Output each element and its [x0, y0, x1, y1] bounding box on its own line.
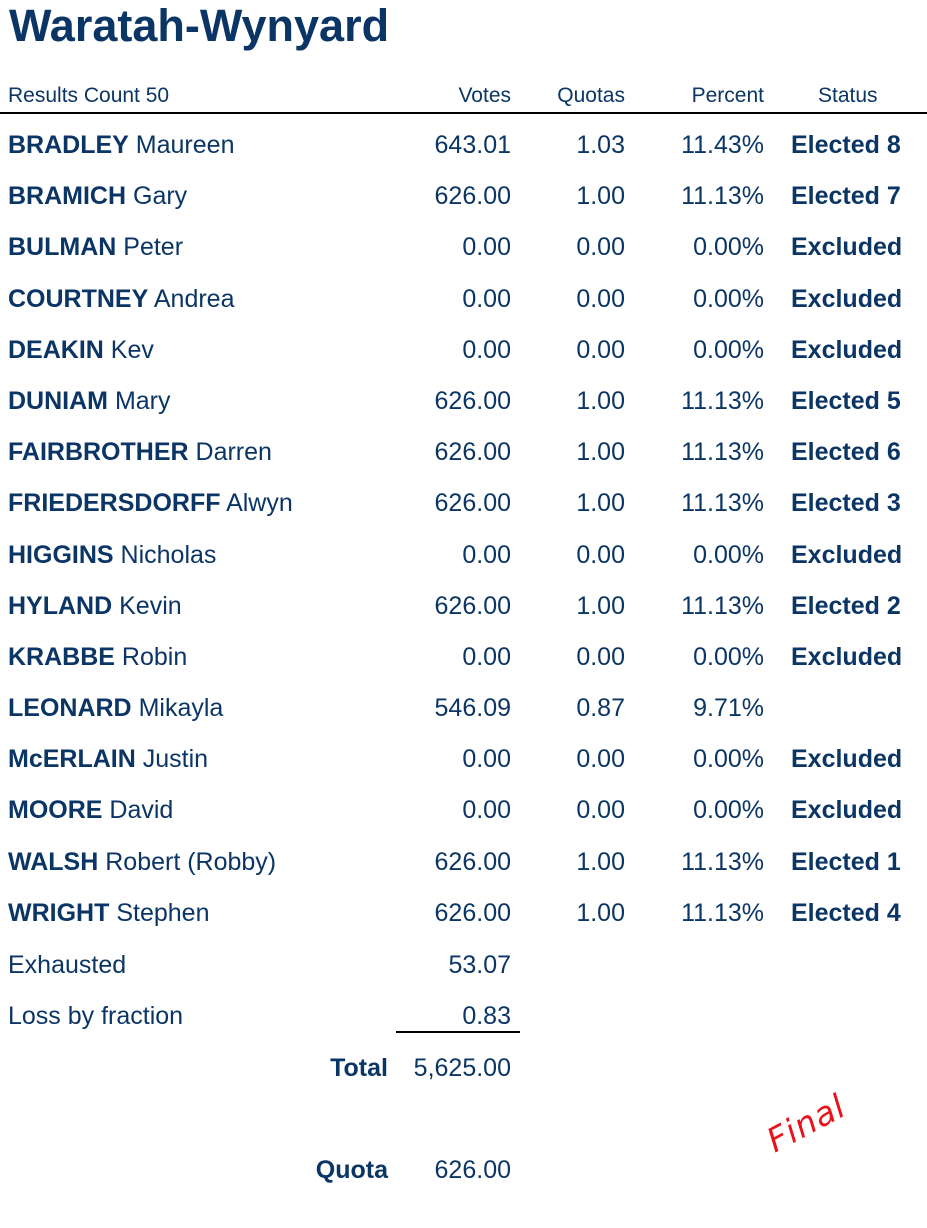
candidate-surname: FRIEDERSDORFF — [8, 489, 221, 518]
candidate-status: Elected 3 — [791, 489, 901, 518]
candidate-name — [8, 437, 272, 467]
candidate-surname: BRAMICH — [8, 182, 127, 211]
candidate-percent: 9.71% — [693, 694, 764, 723]
candidate-votes: 0.00 — [462, 335, 511, 364]
candidate-percent: 0.00% — [693, 642, 764, 671]
candidate-given-name: Darren — [195, 438, 272, 467]
candidate-surname: HIGGINS — [8, 540, 114, 569]
candidate-votes: 0.00 — [462, 642, 511, 671]
candidate-given-name: David — [109, 796, 174, 825]
candidate-quotas: 1.00 — [576, 591, 625, 620]
candidate-surname: LEONARD — [8, 694, 132, 723]
exhausted-label: Exhausted — [8, 951, 127, 979]
candidate-row — [0, 581, 927, 632]
candidate-name — [8, 795, 173, 825]
candidate-given-name: Kev — [110, 335, 154, 364]
candidate-quotas: 0.00 — [576, 540, 625, 569]
candidate-percent: 0.00% — [693, 540, 764, 569]
candidate-status: Excluded — [791, 745, 903, 774]
candidate-name — [8, 386, 171, 416]
candidate-row — [0, 274, 927, 325]
candidate-quotas: 1.00 — [576, 182, 625, 211]
candidate-votes: 626.00 — [434, 386, 511, 415]
candidate-votes: 0.00 — [462, 284, 511, 313]
candidate-surname: WALSH — [8, 847, 99, 876]
candidate-name — [8, 847, 276, 877]
candidate-surname: KRABBE — [8, 642, 115, 671]
exhausted-row — [0, 945, 927, 985]
candidate-given-name: Alwyn — [226, 489, 293, 518]
page-title: Waratah-Wynyard — [9, 0, 390, 51]
candidate-row — [0, 376, 927, 427]
candidate-given-name: Nicholas — [120, 540, 217, 569]
candidate-surname: HYLAND — [8, 591, 113, 620]
results-table-header — [0, 82, 927, 114]
candidate-status: Excluded — [791, 284, 903, 313]
candidate-surname: DEAKIN — [8, 335, 104, 364]
candidate-row — [0, 785, 927, 836]
candidate-percent: 0.00% — [693, 233, 764, 262]
candidate-row — [0, 478, 927, 529]
candidate-surname: BRADLEY — [8, 131, 129, 159]
candidate-percent: 0.00% — [693, 796, 764, 825]
candidate-status: Elected 6 — [791, 438, 901, 467]
quotas-column-header: Quotas — [557, 84, 625, 107]
candidate-votes: 546.09 — [434, 694, 511, 723]
loss-by-fraction-votes: 0.83 — [462, 1002, 511, 1030]
candidate-votes: 0.00 — [462, 796, 511, 825]
sum-divider — [396, 1031, 520, 1033]
candidate-row — [0, 222, 927, 273]
total-label: Total — [330, 1054, 388, 1082]
candidate-quotas: 0.00 — [576, 284, 625, 313]
loss-by-fraction-row — [0, 996, 927, 1036]
candidate-quotas: 0.00 — [576, 642, 625, 671]
candidate-quotas: 0.00 — [576, 233, 625, 262]
candidate-row — [0, 171, 927, 222]
candidate-surname: WRIGHT — [8, 898, 110, 927]
candidate-percent: 0.00% — [693, 284, 764, 313]
candidate-quotas: 0.00 — [576, 745, 625, 774]
candidate-name — [8, 898, 209, 928]
candidate-surname: BULMAN — [8, 233, 117, 262]
candidate-name — [8, 693, 223, 723]
candidate-status: Elected 7 — [791, 182, 901, 211]
candidate-given-name: Stephen — [116, 898, 210, 927]
candidate-row — [0, 427, 927, 478]
candidate-name — [8, 488, 293, 518]
candidate-percent: 11.13% — [681, 489, 764, 518]
candidate-given-name: Mary — [114, 386, 171, 415]
loss-by-fraction-label: Loss by fraction — [8, 1002, 184, 1030]
candidate-percent: 11.13% — [681, 386, 764, 415]
quota-label: Quota — [315, 1156, 388, 1184]
candidate-status: Excluded — [791, 796, 903, 825]
candidate-row — [0, 325, 927, 376]
candidate-status: Elected 1 — [791, 847, 901, 876]
candidate-percent: 0.00% — [693, 335, 764, 364]
candidate-given-name: Gary — [133, 182, 188, 211]
candidate-votes: 626.00 — [434, 847, 511, 876]
candidate-quotas: 0.87 — [576, 694, 625, 723]
candidate-votes: 626.00 — [434, 591, 511, 620]
votes-column-header: Votes — [458, 84, 511, 107]
candidate-row — [0, 837, 927, 888]
candidate-row — [0, 632, 927, 683]
final-stamp: Final — [760, 1086, 853, 1160]
candidate-percent: 11.13% — [681, 847, 764, 876]
candidate-status: Excluded — [791, 540, 903, 569]
candidate-status: Elected 5 — [791, 386, 901, 415]
candidate-name — [8, 284, 235, 314]
candidate-quotas: 1.00 — [576, 898, 625, 927]
total-votes: 5,625.00 — [413, 1054, 511, 1082]
candidate-name — [8, 540, 216, 570]
candidate-quotas: 1.03 — [576, 131, 625, 159]
candidate-name — [8, 744, 208, 774]
candidate-votes: 626.00 — [434, 489, 511, 518]
quota-value: 626.00 — [434, 1156, 511, 1184]
candidate-percent: 11.43% — [681, 131, 764, 159]
candidate-quotas: 1.00 — [576, 386, 625, 415]
candidate-row — [0, 120, 927, 171]
candidate-votes: 643.01 — [434, 131, 511, 159]
candidate-votes: 626.00 — [434, 898, 511, 927]
candidate-row — [0, 530, 927, 581]
status-column-header: Status — [818, 84, 878, 107]
candidate-row — [0, 683, 927, 734]
candidate-surname: COURTNEY — [8, 284, 149, 313]
results-count: Results Count 50 — [8, 84, 170, 107]
candidate-name — [8, 130, 234, 160]
candidate-row — [0, 734, 927, 785]
candidate-given-name: Robin — [121, 642, 188, 671]
candidate-given-name: Mikayla — [138, 694, 224, 723]
candidate-quotas: 0.00 — [576, 796, 625, 825]
candidate-status: Elected 2 — [791, 591, 901, 620]
candidate-percent: 11.13% — [681, 591, 764, 620]
candidate-name — [8, 232, 183, 262]
candidate-name — [8, 591, 182, 621]
candidate-status: Excluded — [791, 642, 903, 671]
candidate-name — [8, 642, 187, 672]
candidate-quotas: 1.00 — [576, 489, 625, 518]
candidate-percent: 11.13% — [681, 438, 764, 467]
candidate-given-name: Justin — [142, 745, 209, 774]
candidate-percent: 11.13% — [681, 182, 764, 211]
candidate-status: Elected 8 — [791, 131, 901, 159]
candidate-quotas: 1.00 — [576, 847, 625, 876]
candidate-votes: 0.00 — [462, 233, 511, 262]
candidate-row — [0, 888, 927, 939]
candidate-votes: 626.00 — [434, 438, 511, 467]
candidate-quotas: 0.00 — [576, 335, 625, 364]
candidate-given-name: Peter — [123, 233, 184, 262]
candidate-percent: 0.00% — [693, 745, 764, 774]
candidate-surname: McERLAIN — [8, 745, 136, 774]
candidate-surname: DUNIAM — [8, 386, 108, 415]
candidate-status: Excluded — [791, 233, 903, 262]
candidate-quotas: 1.00 — [576, 438, 625, 467]
candidate-surname: FAIRBROTHER — [8, 438, 189, 467]
candidate-votes: 0.00 — [462, 540, 511, 569]
candidate-results-list — [0, 120, 927, 939]
candidate-given-name: Kevin — [119, 591, 182, 620]
candidate-votes: 626.00 — [434, 182, 511, 211]
candidate-given-name: Maureen — [135, 131, 235, 159]
candidate-votes: 0.00 — [462, 745, 511, 774]
candidate-surname: MOORE — [8, 796, 103, 825]
candidate-status: Excluded — [791, 335, 903, 364]
candidate-status: Elected 4 — [791, 898, 901, 927]
candidate-given-name: Andrea — [153, 284, 235, 313]
candidate-name — [8, 181, 187, 211]
candidate-percent: 11.13% — [681, 898, 764, 927]
candidate-name — [8, 335, 154, 365]
exhausted-votes: 53.07 — [448, 951, 511, 979]
candidate-given-name: Robert (Robby) — [105, 847, 277, 876]
percent-column-header: Percent — [691, 84, 764, 107]
